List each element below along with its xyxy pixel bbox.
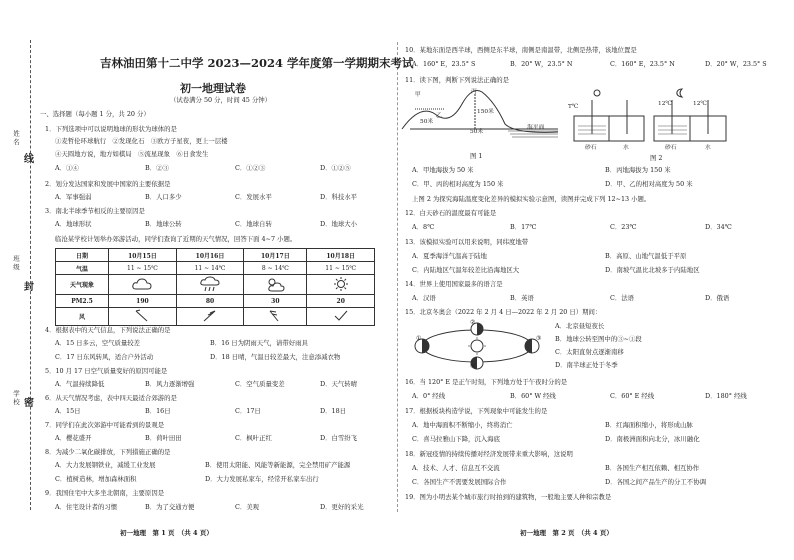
orbit-position-4: ④ bbox=[470, 364, 476, 370]
q14-option[interactable]: C．法语 bbox=[610, 294, 635, 302]
figure-1-contour bbox=[400, 84, 560, 146]
fig1-label-bing: 丙 bbox=[471, 89, 477, 95]
table-header: 日期 bbox=[56, 249, 109, 262]
q13-option[interactable]: C．内陆地区气温年较差比沿海地区大 bbox=[412, 266, 520, 274]
school-label: 学校 bbox=[12, 390, 20, 407]
q2-option[interactable]: A．军事强弱 bbox=[55, 193, 92, 201]
q17-option[interactable]: C．喜马拉雅山下降，沉入海底 bbox=[412, 435, 500, 443]
wind-flag-icon bbox=[244, 308, 307, 326]
q7-option[interactable]: D．白雪纷飞 bbox=[320, 434, 358, 442]
q11-option[interactable]: D．甲、乙的相对高度为 50 米 bbox=[605, 180, 693, 188]
q15-option[interactable]: B．地球公转至图中的③~①段 bbox=[555, 335, 642, 343]
q18-option[interactable]: C．各国生产不需要发展国际合作 bbox=[412, 478, 507, 486]
table-row bbox=[56, 308, 375, 326]
q10-option[interactable]: A．160° E，23.5° S bbox=[412, 60, 476, 68]
q13-option[interactable]: A．夏季海洋气温高于陆地 bbox=[412, 252, 487, 260]
q14-option[interactable]: B．英语 bbox=[510, 294, 534, 302]
q17-option[interactable]: D．南极洲面积向北分，冰川融化 bbox=[605, 435, 700, 443]
table-header: 10月16日 bbox=[176, 249, 244, 262]
q4-option[interactable]: A．15 日多云，空气质量较差 bbox=[55, 339, 141, 347]
q6-option[interactable]: A．15日 bbox=[55, 407, 81, 415]
footer-right: 初一地理 第 2 页 （共 4 页） bbox=[520, 529, 613, 537]
exam-note: （试卷满分 50 分，时间 45 分钟） bbox=[170, 96, 272, 104]
wind-flag-icon bbox=[176, 308, 244, 326]
q9-option[interactable]: A．住宅设计者的习惯 bbox=[55, 503, 118, 511]
weather-intro: 临沧某学校计划举办郊游活动，同学们查询了近期的天气情况，回答下面 4~7 小题。 bbox=[55, 235, 297, 243]
fig2-water-1: 水 bbox=[623, 145, 629, 151]
q7-option[interactable]: B．荷叶田田 bbox=[145, 434, 182, 442]
q15-option[interactable]: D．南半球正处于冬季 bbox=[555, 361, 618, 369]
q12-option[interactable]: C．23℃ bbox=[610, 223, 637, 231]
q8-option[interactable]: B．使用太阳能、风能等新能源，完全禁用矿产能源 bbox=[205, 461, 351, 469]
orbit-position-3: ③ bbox=[536, 336, 542, 342]
seal-mark-seal: 封 bbox=[24, 282, 34, 293]
q18-option[interactable]: A．技术、人才、信息互不交流 bbox=[412, 464, 500, 472]
q16-stem: 16．当 120° E 是正午时刻，下列地方处于午夜时分的是 bbox=[405, 378, 568, 386]
figure-2-experiment bbox=[570, 86, 730, 148]
fig2-sand-2: 砂石 bbox=[665, 145, 677, 151]
table-cell: 30 bbox=[244, 295, 307, 308]
q12-option[interactable]: D．34℃ bbox=[705, 223, 732, 231]
section-heading: 一、选择题（每小题 1 分，共 20 分） bbox=[40, 110, 150, 118]
q15-stem: 15．北京冬奥会（2022 年 2 月 4 日—2022 年 2 月 20 日）期间： bbox=[405, 308, 602, 316]
q5-option[interactable]: B．风力逐渐增强 bbox=[145, 380, 195, 388]
seal-mark-close: 密 bbox=[24, 398, 34, 409]
fig1-height-50b: 50米 bbox=[470, 129, 484, 135]
q6-option[interactable]: C．17日 bbox=[235, 407, 261, 415]
seal-mark-line: 线 bbox=[24, 154, 34, 165]
q14-option[interactable]: A．汉语 bbox=[412, 294, 436, 302]
fig2-caption: 图 2 bbox=[650, 154, 663, 162]
q7-stem: 7．同学们在此次郊游中可能看到的景观是 bbox=[45, 421, 165, 429]
q16-option[interactable]: D．180° 经线 bbox=[705, 392, 747, 400]
q19-stem: 19．图为小明去某个城市旅行时拍到的建筑物，一般地主要人种和宗教是 bbox=[405, 493, 612, 501]
q1-stem: 1．下列选项中可以说明地球的形状为球体的是 bbox=[45, 125, 177, 133]
q14-option[interactable]: D．俄语 bbox=[705, 294, 730, 302]
table-row bbox=[56, 295, 375, 308]
q6-option[interactable]: D．18日 bbox=[320, 407, 347, 415]
table-header: 10月15日 bbox=[109, 249, 177, 262]
q10-stem: 10．某地东面是西半球，西侧是东半球，南侧是南温带，北侧是热带，该地位置是 bbox=[405, 46, 637, 54]
q10-option[interactable]: B．20° W，23.5° N bbox=[510, 60, 573, 68]
q1-option[interactable]: D．①②⑤ bbox=[320, 164, 351, 172]
binding-line bbox=[30, 40, 31, 510]
table-cell: 风 bbox=[56, 308, 109, 326]
q17-option[interactable]: A．地中海面积不断缩小，终将消亡 bbox=[412, 421, 513, 429]
table-cell: 11 ~ 15℃ bbox=[307, 262, 375, 275]
earth-orbit-diagram bbox=[412, 320, 542, 372]
cloudy-icon bbox=[109, 275, 177, 295]
fig1-label-yi: 乙 bbox=[436, 113, 442, 119]
q12-option[interactable]: A．8℃ bbox=[412, 223, 435, 231]
q2-stem: 2．划分发达国家和发展中国家的主要依据是 bbox=[45, 180, 171, 188]
q9-option[interactable]: B．为了交通方便 bbox=[145, 503, 195, 511]
q9-option[interactable]: D．更好的采光 bbox=[320, 503, 364, 511]
orbit-position-1: ① bbox=[416, 336, 422, 342]
orbit-position-2: ② bbox=[470, 320, 476, 326]
q5-option[interactable]: C．空气质量变差 bbox=[235, 380, 285, 388]
q8-option[interactable]: A．大力发展钢铁业，减缓工业发展 bbox=[55, 461, 156, 469]
table-cell: 气温 bbox=[56, 262, 109, 275]
q4-option[interactable]: C．17 日东风转风，适合户外活动 bbox=[55, 353, 154, 361]
q1-option[interactable]: C．①②③ bbox=[235, 164, 266, 172]
q16-option[interactable]: A．0° 经线 bbox=[412, 392, 446, 400]
exam-subtitle: 初一地理试卷 bbox=[180, 82, 246, 95]
q1-items-a: ①麦哲伦环球航行 ②发现化石 ③欧方子星夜，更上一层楼 bbox=[55, 137, 228, 145]
q12-stem: 12．白天砂石的温度最有可能是 bbox=[405, 209, 497, 217]
q8-option[interactable]: D．大力发展私家车，经常开私家车出行 bbox=[205, 475, 319, 483]
q7-option[interactable]: A．樱花盛开 bbox=[55, 434, 92, 442]
q4-stem: 4．根据表中的天气信息，下列说法正确的是 bbox=[45, 326, 171, 334]
q3-stem: 3．南北半球季节相反的主要原因是 bbox=[45, 207, 145, 215]
q6-stem: 6．从天气情况考虑，表中四天最适合郊游的是 bbox=[45, 394, 177, 402]
q8-option[interactable]: C．植树造林，增加森林面积 bbox=[55, 475, 137, 483]
table-header: 10月18日 bbox=[307, 249, 375, 262]
class-label: 班级 bbox=[12, 255, 20, 272]
q10-option[interactable]: D．20° W，23.5° S bbox=[705, 60, 767, 68]
q5-option[interactable]: A．气温持续降低 bbox=[55, 380, 105, 388]
q2-option[interactable]: B．人口多少 bbox=[145, 193, 182, 201]
table-header: 10月17日 bbox=[244, 249, 307, 262]
table-cell: 20 bbox=[307, 295, 375, 308]
q8-stem: 8．为减少二氧化碳排放，下列措施正确的是 bbox=[45, 448, 171, 456]
q7-option[interactable]: C．枫叶正红 bbox=[235, 434, 272, 442]
fig2-temp-t: T℃ bbox=[568, 104, 579, 110]
q16-option[interactable]: B．60° W 经线 bbox=[510, 392, 556, 400]
table-row bbox=[56, 249, 375, 262]
q3-option[interactable]: D．地球大小 bbox=[320, 220, 358, 228]
wind-flag-icon bbox=[307, 308, 375, 326]
q11-option[interactable]: B．丙地海拔为 150 米 bbox=[605, 166, 671, 174]
fig1-caption: 图 1 bbox=[470, 152, 483, 160]
q2-option[interactable]: C．发展水平 bbox=[235, 193, 272, 201]
q1-option[interactable]: A．①④ bbox=[55, 164, 79, 172]
exam-title: 吉林油田第十二中学 2023—2024 学年度第一学期期末考试 bbox=[100, 56, 414, 70]
fig1-height-150: 150米 bbox=[477, 109, 494, 115]
fig2-water-2: 水 bbox=[705, 145, 711, 151]
weather-table bbox=[55, 248, 375, 326]
footer-left: 初一地理 第 1 页 （共 4 页） bbox=[120, 529, 213, 537]
q5-stem: 5．10 月 17 日空气质量变好的原因可能是 bbox=[45, 367, 168, 375]
rain-icon bbox=[176, 275, 244, 295]
q11-option[interactable]: A．甲地海拔为 50 米 bbox=[412, 166, 474, 174]
q12-intro: 上图 2 为探究海陆温度变化差异的模拟实验示意图，读图并完成下列 12~13 小题。 bbox=[412, 195, 651, 203]
table-cell: 190 bbox=[109, 295, 177, 308]
q4-option[interactable]: B．16 日为阴雨天气，请带好雨具 bbox=[210, 339, 308, 347]
q11-option[interactable]: C．甲、丙的相对高度为 150 米 bbox=[412, 180, 504, 188]
q5-option[interactable]: D．天气转晴 bbox=[320, 380, 358, 388]
q17-stem: 17．根据板块构造学说，下列现象中可能发生的是 bbox=[405, 407, 548, 415]
q16-option[interactable]: C．60° E 经线 bbox=[610, 392, 655, 400]
table-row bbox=[56, 275, 375, 295]
fig1-sea-level: 海平面 bbox=[527, 125, 545, 131]
q1-option[interactable]: B．②③ bbox=[145, 164, 169, 172]
fig1-height-50a: 50米 bbox=[420, 119, 434, 125]
fig1-label-jia: 甲 bbox=[415, 92, 421, 98]
q17-option[interactable]: B．红海面积缩小，将形成山脉 bbox=[605, 421, 693, 429]
q2-option[interactable]: D．科技水平 bbox=[320, 193, 358, 201]
sun-cloud-icon bbox=[244, 275, 307, 295]
fig2-sand-1: 砂石 bbox=[585, 145, 597, 151]
q15-option[interactable]: A．北京昼短夜长 bbox=[555, 322, 605, 330]
q18-option[interactable]: B．各国生产相互依赖、相互协作 bbox=[605, 464, 700, 472]
q13-option[interactable]: D．南坡气温比北坡多于内陆地区 bbox=[605, 266, 700, 274]
q3-option[interactable]: A．地球形状 bbox=[55, 220, 92, 228]
q1-items-b: ④天圆地方说，地方如棋局 ⑤流星现象 ⑥日食发生 bbox=[55, 150, 209, 158]
table-cell: 11 ~ 14℃ bbox=[176, 262, 244, 275]
table-cell: PM2.5 bbox=[56, 295, 109, 308]
q15-option[interactable]: C．太阳直射点逐渐南移 bbox=[555, 348, 624, 356]
table-cell: 80 bbox=[176, 295, 244, 308]
q18-stem: 18．新冠疫情的持续传播对经济发展带来重大影响，这说明 bbox=[405, 450, 573, 458]
name-label: 姓名 bbox=[12, 130, 20, 147]
table-row bbox=[56, 262, 375, 275]
page-divider bbox=[397, 42, 399, 512]
q13-option[interactable]: B．高原、山地气温低于平原 bbox=[605, 252, 687, 260]
fig2-temp-1: 12℃ bbox=[658, 101, 672, 107]
q18-option[interactable]: D．各国之间产品生产的分工不协调 bbox=[605, 478, 706, 486]
q11-stem: 11．读下图，判断下列说法正确的是 bbox=[405, 76, 509, 84]
q14-stem: 14．世界上使用国家最多的语言是 bbox=[405, 280, 503, 288]
table-cell: 8 ~ 14℃ bbox=[244, 262, 307, 275]
wind-flag-icon bbox=[109, 308, 177, 326]
q13-stem: 13．该模拟实验可以用来说明，同纬度地带 bbox=[405, 238, 529, 246]
q6-option[interactable]: B．16日 bbox=[145, 407, 171, 415]
fig2-temp-2: 12℃ bbox=[693, 101, 707, 107]
q9-option[interactable]: C．美观 bbox=[235, 503, 260, 511]
q12-option[interactable]: B．17℃ bbox=[510, 223, 537, 231]
q4-option[interactable]: D．18 日晴，气温日较差最大，注意添减衣物 bbox=[210, 353, 341, 361]
table-cell: 11 ~ 15℃ bbox=[109, 262, 177, 275]
q3-option[interactable]: B．地球公转 bbox=[145, 220, 182, 228]
q9-stem: 9．我国住宅中大多坐北朝南，主要原因是 bbox=[45, 489, 165, 497]
sunny-icon bbox=[307, 275, 375, 295]
q10-option[interactable]: C．160° E，23.5° N bbox=[610, 60, 675, 68]
q3-option[interactable]: C．地球自转 bbox=[235, 220, 272, 228]
table-cell: 天气现象 bbox=[56, 275, 109, 295]
